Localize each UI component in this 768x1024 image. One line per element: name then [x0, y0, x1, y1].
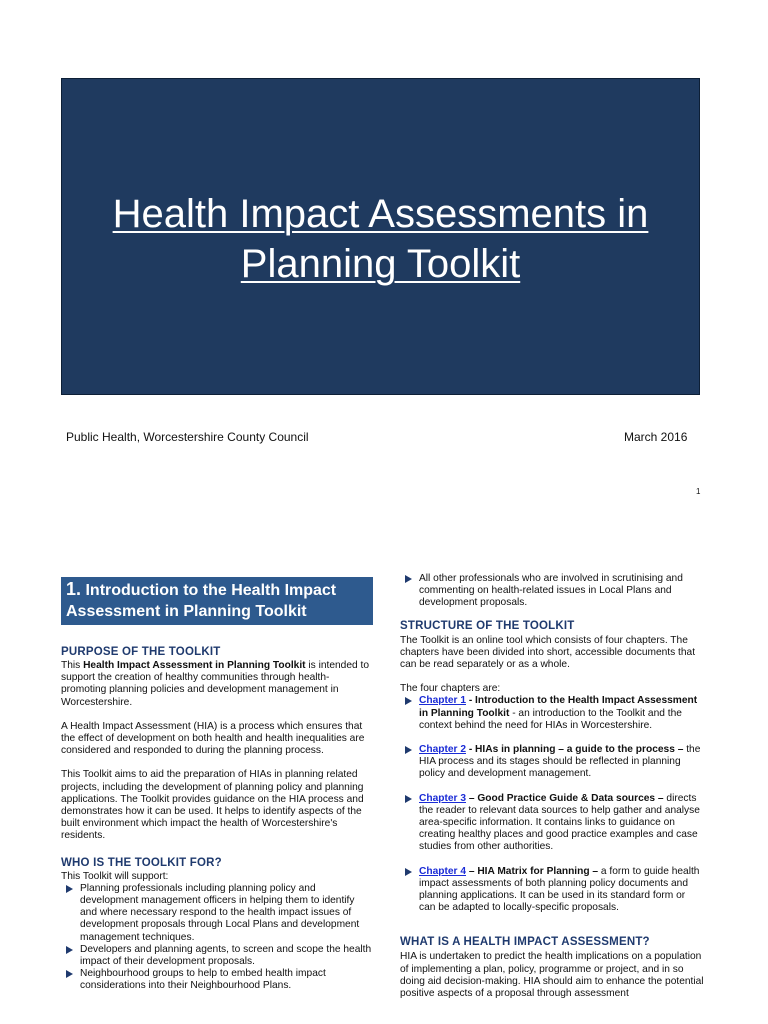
purpose-paragraph-2: A Health Impact Assessment (HIA) is a process which ensures that the effect of development on both health and health inequalities are considered and responded to during the planning process.: [61, 720, 365, 757]
chapter-1-desc: - an introduction to the Toolkit and the context behind the need for HIAs in Worcestershire.: [419, 707, 682, 731]
chapter-2-link[interactable]: Chapter 2: [419, 744, 466, 756]
chapter-3-desc: directs the reader to relevant data sources to help gather and analyse area-specific information. It contains links to guidance on creating healthy places and good practice examples and case studies from other authorities.: [419, 792, 700, 853]
bullet-arrow-icon: [66, 885, 73, 893]
purpose-heading: PURPOSE OF THE TOOLKIT: [61, 646, 221, 658]
chapter-item: [400, 695, 704, 732]
publication-date: March 2016: [624, 430, 688, 444]
chapter-item: [400, 744, 704, 781]
page-number: 1: [696, 487, 701, 496]
cover-banner: [61, 78, 700, 395]
chapter-4-desc: a form to guide health impact assessments of both planning policy documents and planning applications. It can be used in its standard form or can be adapted to locally-specific proposals.: [419, 865, 700, 914]
chapter-4-link[interactable]: Chapter 4: [419, 865, 466, 877]
title-line-1: Health Impact Assessments in: [112, 192, 649, 236]
bullet-arrow-icon: [405, 868, 412, 876]
bullet-arrow-icon: [66, 946, 73, 954]
right-column: [400, 573, 704, 1000]
chapter-number: 1.: [66, 579, 82, 599]
list-item: [61, 968, 373, 992]
chapter-2-title: - HIAs in planning – a guide to the process –: [466, 744, 684, 756]
audience-list-continued: [400, 573, 704, 610]
document-title: [62, 189, 699, 289]
list-item: [400, 573, 704, 610]
chapter-item: [400, 793, 704, 854]
chapter-2-desc: the HIA process and its stages should be reflected in planning policy and development management.: [419, 744, 701, 780]
chapter-heading: [61, 577, 373, 625]
structure-paragraph-2: The four chapters are:: [400, 683, 501, 695]
what-heading: WHAT IS A HEALTH IMPACT ASSESSMENT?: [400, 936, 650, 949]
bullet-arrow-icon: [405, 795, 412, 803]
text: This: [61, 660, 84, 671]
chapter-title: Introduction to the Health Impact Assessment in Planning Toolkit: [66, 582, 337, 620]
title-line-2: Planning Toolkit: [240, 242, 521, 286]
chapter-list: [400, 695, 704, 914]
list-item-text: All other professionals who are involved in scrutinising and commenting on health-related issues in Local Plans and development proposals.: [419, 573, 683, 609]
chapter-1-link[interactable]: Chapter 1: [419, 695, 466, 707]
what-paragraph-1: HIA is undertaken to predict the health implications on a population of implementing a plan, policy, programme or project, and in so doing aid decision-making. HIA should aim to enhance the potential positive aspects of a proposal through assessment: [400, 951, 704, 1000]
who-intro: This Toolkit will support:: [61, 870, 169, 882]
left-column: [61, 577, 373, 993]
chapter-1-title: - Introduction to the Health Impact Assessment in Planning Toolkit: [419, 695, 698, 719]
chapter-4-title: – HIA Matrix for Planning –: [466, 865, 599, 877]
chapter-3-link[interactable]: Chapter 3: [419, 792, 466, 804]
list-item: [61, 944, 373, 968]
audience-list: [61, 883, 373, 993]
chapter-item: [400, 866, 704, 915]
list-item-text: Developers and planning agents, to screen and scope the health impact of their development proposals.: [80, 943, 372, 968]
structure-paragraph-1: The Toolkit is an online tool which consists of four chapters. The chapters have been divided into short, accessible documents that can be read separately or as a whole.: [400, 634, 696, 671]
purpose-paragraph-3: This Toolkit aims to aid the preparation of HIAs in planning related projects, including the development of planning policy and planning applications. The Toolkit provides guidance on the HIA process and demonstrates how it can be used. It helps to identify aspects of the built environment which impact the health of Worcestershire's residents.: [61, 769, 364, 842]
purpose-paragraph-1: [61, 660, 373, 709]
structure-heading: STRUCTURE OF THE TOOLKIT: [400, 619, 575, 632]
text: is intended to support the creation of healthy communities through health-promoting planning policies and development management in Worcestershire.: [61, 660, 369, 708]
bullet-arrow-icon: [405, 746, 412, 754]
toolkit-name: Health Impact Assessment in Planning Toolkit: [83, 660, 306, 671]
chapter-3-title: – Good Practice Guide & Data sources –: [466, 792, 664, 804]
who-heading: WHO IS THE TOOLKIT FOR?: [61, 856, 222, 869]
bullet-arrow-icon: [405, 697, 412, 705]
list-item-text: Neighbourhood groups to help to embed health impact considerations into their Neighbourhood Plans.: [80, 968, 326, 992]
list-item-text: Planning professionals including planning policy and development management officers in helping them to identify and where necessary respond to the health impact issues of development proposals through Local Plans and development management techniques.: [80, 882, 360, 943]
organisation: Public Health, Worcestershire County Council: [66, 430, 309, 444]
list-item: [61, 883, 373, 944]
bullet-arrow-icon: [66, 970, 73, 978]
bullet-arrow-icon: [405, 575, 412, 583]
